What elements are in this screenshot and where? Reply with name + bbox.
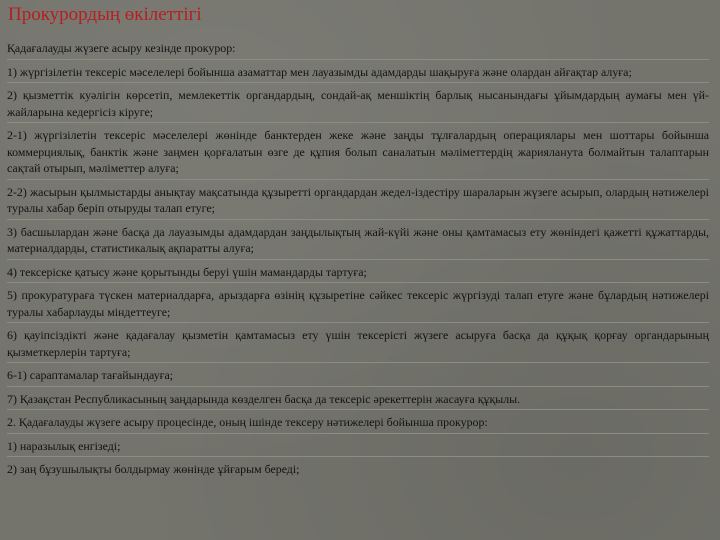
paragraph-intro: Қадағалауды жүзеге асыру кезінде прокурор: — [7, 41, 236, 55]
divider — [7, 409, 709, 410]
divider — [7, 386, 709, 387]
paragraph-section-2: 2. Қадағалауды жүзеге асыру процесінде, оның ішінде тексеру нәтижелері бойынша прокурор: — [7, 415, 488, 429]
paragraph-section-2-item-1: 1) наразылық енгізеді; — [7, 438, 121, 453]
slide-title: Прокурордың өкілеттігі — [8, 4, 202, 25]
paragraph-item-1: 1) жүргізілетін тексеріс мәселелері бойынша азаматтар мен лауазымды адамдарды шақыруға және олардан айғақтар алуға; — [7, 64, 632, 79]
divider — [7, 219, 709, 220]
divider — [7, 259, 709, 260]
paragraph-section-2-item-2: 2) заң бұзушылықты болдырмау жөнінде ұйғарым береді; — [7, 462, 300, 476]
paragraph-item-3: 3) басшылардан және басқа да лауазымды адамдардан заңдылықтың жай-күйі және оны қамтамасыз ету жөніндегі қажетті құжаттарды, материалдарды, статистикалық ақпаратты алуға; — [7, 224, 709, 255]
paragraph-item-6-1: 6-1) сараптамалар тағайындауға; — [7, 368, 174, 382]
divider — [7, 82, 709, 83]
divider — [7, 322, 709, 323]
divider — [7, 59, 709, 60]
paragraph-item-5: 5) прокуратураға түскен материалдарға, арыздарға өзінің құзыретіне сәйкес тексеріс жүргізуді талап етуге және бұлардың нәтижелері туралы хабарлауды міндеттеуге; — [7, 288, 709, 319]
divider — [7, 122, 709, 123]
divider — [7, 179, 709, 180]
paragraph-item-6: 6) қауіпсіздікті және қадағалау қызметін қамтамасыз ету үшін тексерісті жүзеге асыруға басқа да құқық қорғау органдарының қызметкерлерін тартуға; — [7, 328, 709, 359]
divider — [7, 433, 709, 434]
paragraph-item-2: 2) қызметтік куәлігін көрсетіп, мемлекеттік органдардың, сондай-ақ меншіктің барлық нысанындағы ұйымдардың аумағы мен үй-жайларына кедергісіз кіруге; — [7, 88, 709, 119]
divider — [7, 362, 709, 363]
paragraph-item-2-1: 2-1) жүргізілетін тексеріс мәселелері жөнінде банктерден жеке және заңды тұлғалардың операциялары мен шоттары бойынша коммерциялық, банктік және заңмен қорғалатын өзге де құпия болып саналатын мәліметтердің жарияланута болмайтын талаптарын сақтай отырып, мәліметтер алуға; — [7, 128, 709, 175]
slide-content — [7, 40, 709, 478]
paragraph-item-2-2: 2-2) жасырын қылмыстарды анықтау мақсатында құзыретті органдардан жедел-іздестіру шараларын жүзеге асырып, олардың нәтижелері туралы хабар беріп отыруды талап етуге; — [7, 184, 709, 215]
divider — [7, 456, 709, 457]
divider — [7, 282, 709, 283]
paragraph-item-4: 4) тексеріске қатысу және қорытынды беруі үшін мамандарды тартуға; — [7, 264, 367, 279]
paragraph-item-7: 7) Қазақстан Республикасының заңдарында көзделген басқа да тексеріс әрекеттерін жасауға құқылы. — [7, 391, 521, 406]
